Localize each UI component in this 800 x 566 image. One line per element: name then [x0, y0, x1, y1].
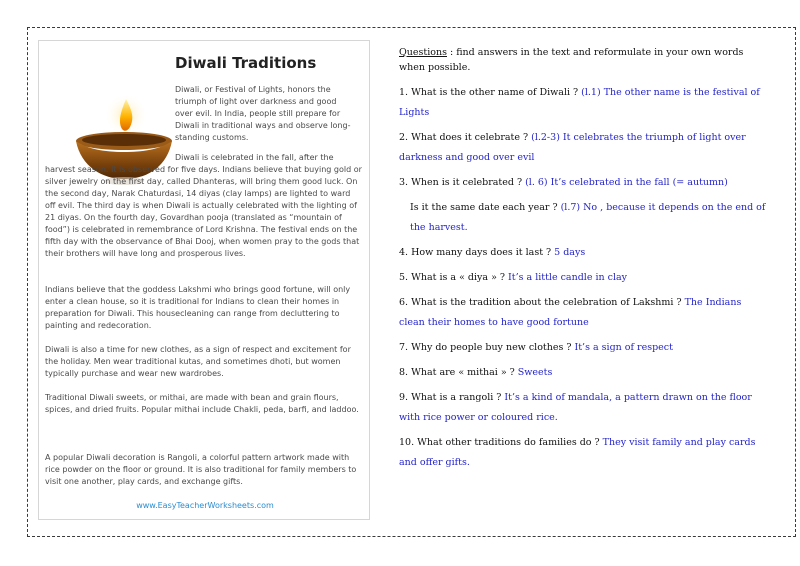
worksheet-title: Diwali Traditions	[175, 54, 317, 72]
questions-instructions: : find answers in the text and reformulate in your own words when possible.	[399, 47, 744, 73]
questions-column	[399, 45, 769, 473]
question-2	[399, 128, 769, 168]
question-8	[399, 363, 769, 383]
question-text: 2. What does it celebrate ?	[399, 132, 532, 143]
answer-text: Sweets	[517, 367, 553, 378]
paragraph-sweets: Traditional Diwali sweets, or mithai, are made with bean and grain flours, spices, and dried fruits. Popular mithai include Chakli, peda, barfi, and laddoo.	[45, 393, 359, 414]
answer-text: 5 days	[554, 247, 586, 258]
paragraph-lakshmi: Indians believe that the goddess Lakshmi who brings good fortune, will only enter a clean house, so it is traditional for Indians to clean their homes in preparation for Diwali. This housecleaning can range from decluttering to painting and redecoration.	[45, 285, 351, 330]
question-text: 6. What is the tradition about the celebration of Lakshmi ?	[399, 297, 685, 308]
question-text: 10. What other traditions do families do ?	[399, 437, 603, 448]
paragraph-rangoli: A popular Diwali decoration is Rangoli, a colorful pattern artwork made with rice powder on the floor or ground. It is also traditional for family members to visit one another, play cards, and exchange gifts.	[45, 453, 357, 486]
question-3b	[399, 198, 769, 238]
question-text: 7. Why do people buy new clothes ?	[399, 342, 575, 353]
question-text: 3. When is it celebrated ?	[399, 177, 526, 188]
questions-label: Questions	[399, 47, 447, 58]
answer-text: They visit family and play cards and offer gifts.	[399, 437, 756, 468]
paragraph-five-days: Diwali is celebrated in the fall, after the harvest season. It is observed for five days. Indians believe that buying gold or silver jewelry on the first day, called Dhanteras, will bring them good luck. On the second day, Narak Chaturdasi, 14 diyas (clay lamps) are lighted to ward off evil. The third day is when Diwali is actually celebrated with the lighting of 21 diyas. On the fourth day, Govardhan pooja (translated as “mountain of food”) is celebrated in remembrance of Lord Krishna. The festival ends on the fifth day with the observance of Bhai Dooj, when women pray to the gods that their brothers will have long and prosperous lives.	[45, 153, 362, 258]
question-text: 8. What are « mithai » ?	[399, 367, 518, 378]
question-text: 9. What is a rangoli ?	[399, 392, 505, 403]
question-1	[399, 83, 769, 123]
question-9	[399, 388, 769, 428]
answer-text: (l.7) No , because it depends on the end of the harvest.	[410, 202, 766, 233]
question-5	[399, 268, 769, 288]
answer-text: It’s a sign of respect	[574, 342, 673, 353]
question-6	[399, 293, 769, 333]
question-10	[399, 433, 769, 473]
answer-text: (l.2-3) It celebrates the triumph of light over darkness and good over evil	[399, 132, 746, 163]
question-3	[399, 173, 769, 193]
question-4	[399, 243, 769, 263]
answer-text: The Indians clean their homes to have good fortune	[399, 297, 742, 328]
question-text: 1. What is the other name of Diwali ?	[399, 87, 582, 98]
answer-text: It’s a kind of mandala, a pattern drawn on the floor with rice power or coloured rice.	[399, 392, 752, 423]
paragraph-intro: Diwali, or Festival of Lights, honors the triumph of light over darkness and good over evil. In India, people still prepare for Diwali in traditional ways and observe long-standing customs.	[175, 85, 351, 142]
question-text: Is it the same date each year ?	[410, 202, 561, 213]
question-7	[399, 338, 769, 358]
question-text: 4. How many days does it last ?	[399, 247, 555, 258]
paragraph-clothes: Diwali is also a time for new clothes, as a sign of respect and excitement for the holiday. Men wear traditional kutas, and sometimes dhoti, but women typically purchase and wear new wardrobes.	[45, 345, 351, 378]
worksheet-panel	[38, 40, 370, 520]
questions-header	[399, 45, 769, 75]
answer-text: (l.1) The other name is the festival of Lights	[399, 87, 760, 118]
answer-text: (l. 6) It’s celebrated in the fall (= autumn)	[525, 177, 728, 188]
worksheet-footer-link[interactable]: www.EasyTeacherWorksheets.com	[136, 501, 274, 510]
answer-text: It’s a little candle in clay	[508, 272, 628, 283]
question-text: 5. What is a « diya » ?	[399, 272, 509, 283]
